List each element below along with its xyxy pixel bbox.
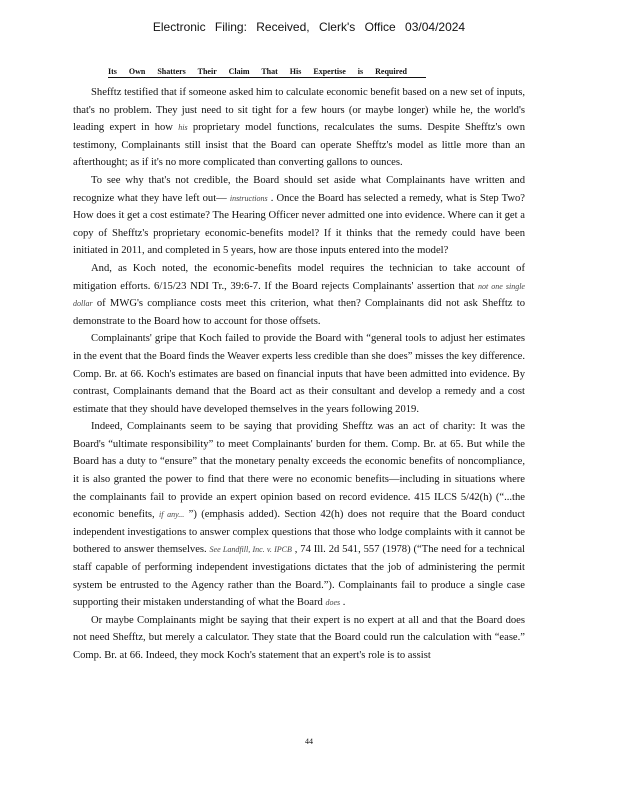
paragraph-1 — [73, 84, 525, 172]
paragraph-6 — [73, 612, 525, 665]
text-run: . — [340, 597, 346, 609]
section-heading: Its Own Shatters Their Claim That His Expertise is Required — [108, 67, 426, 78]
italic-run: does — [325, 598, 341, 608]
italic-run: instructions — [229, 193, 268, 203]
text-run: ”) (emphasis added). Section 42(h) does not require that the Board conduct independent investigations to answer complex questions that those who lodge complaints with it cannot be bothered to answer themselves. — [73, 509, 525, 556]
text-run: Indeed, Complainants seem to be saying that providing Shefftz was an act of charity: It was the Board's “ultimate responsibility” to meet Complainants' burden for them. Comp. Br. at 65. But while the Board has a duty to “ensure” that the monetary penalty exceeds the economic benefits of noncompliance, it is also granted the power to find that there were no economic benefits—including in situations where the complainants fail to provide an expert opinion based on record evidence. 415 ILCS 5/42(h) (“...the economic benefits, — [73, 421, 525, 521]
text-run: To see why that's not credible, the Board should set aside what Complainants have written and recognize what they have left out— — [73, 174, 525, 204]
body-text — [73, 84, 525, 665]
text-run: of MWG's compliance costs meet this criterion, what then? Complainants did not ask Shefftz to demonstrate to the Board how to account for those offsets. — [73, 298, 525, 327]
text-run: proprietary model functions, recalculates the sums. Despite Shefftz's own testimony, Complainants still insist that the Board can operate Shefftz's model as little more than an afterthought; as if it's no more complicated than converting gallons to ounces. — [73, 122, 525, 169]
text-run: . Once the Board has selected a remedy, what is Step Two? How does it get a cost estimate? The Hearing Officer never admitted one into evidence. Where can it get a copy of Shefftz's proprietary economic-benefits model? If it thinks that the remedy could have been initiated in 2011, and completed in 5 years, how are those inputs entered into the model? — [73, 192, 525, 257]
text-run: And, as Koch noted, the economic-benefits model requires the technician to take account of mitigation efforts. 6/15/23 NDI Tr., 39:6-7. If the Board rejects Complainants' assertion that — [73, 262, 525, 292]
italic-run: not one single dollar — [73, 281, 525, 309]
filing-header: Electronic Filing: Received, Clerk's Office 03/04/2024 — [152, 20, 466, 34]
paragraph-4 — [73, 330, 525, 418]
paragraph-2 — [73, 172, 525, 260]
text-run: Shefftz testified that if someone asked him to calculate economic benefit based on a new set of inputs, that's no problem. They just need to sit tight for a few hours (or maybe longer) while he, the world's leading expert in how — [73, 87, 525, 134]
text-run: Complainants' gripe that Koch failed to provide the Board with “general tools to adjust her estimates in the event that the Board finds the Weaver experts less credible than she does” misses the key difference. Comp. Br. at 66. Koch's estimates are based on financial inputs that have been admitted into evidence. By contrast, Complainants demand that the Board act as their consultant and develop a remedy and a cost estimate that they should have developed themselves in the years following 2019. — [73, 333, 525, 415]
page-number: 44 — [305, 737, 313, 746]
italic-run: if any... — [159, 510, 185, 520]
text-run: , 74 Ill. 2d 541, 557 (1978) (“The need for a technical staff capable of performing independent investigations dictates that the job of administering the permit system be entrusted to the Agency rather than the Board.”). Complainants fail to produce a single case supporting their mistaken understanding of what the Board — [73, 544, 525, 609]
citation-italic: See Landfill, Inc. v. IPCB — [209, 545, 292, 555]
paragraph-5 — [73, 418, 525, 612]
paragraph-3 — [73, 260, 525, 330]
text-run: Or maybe Complainants might be saying that their expert is no expert at all and that the Board does not need Shefftz, but merely a calculator. They state that the Board could run the calculation with “ease.” Comp. Br. at 66. Indeed, they mock Koch's statement that an expert's role is to assist — [73, 614, 525, 661]
italic-run: his — [178, 123, 188, 133]
